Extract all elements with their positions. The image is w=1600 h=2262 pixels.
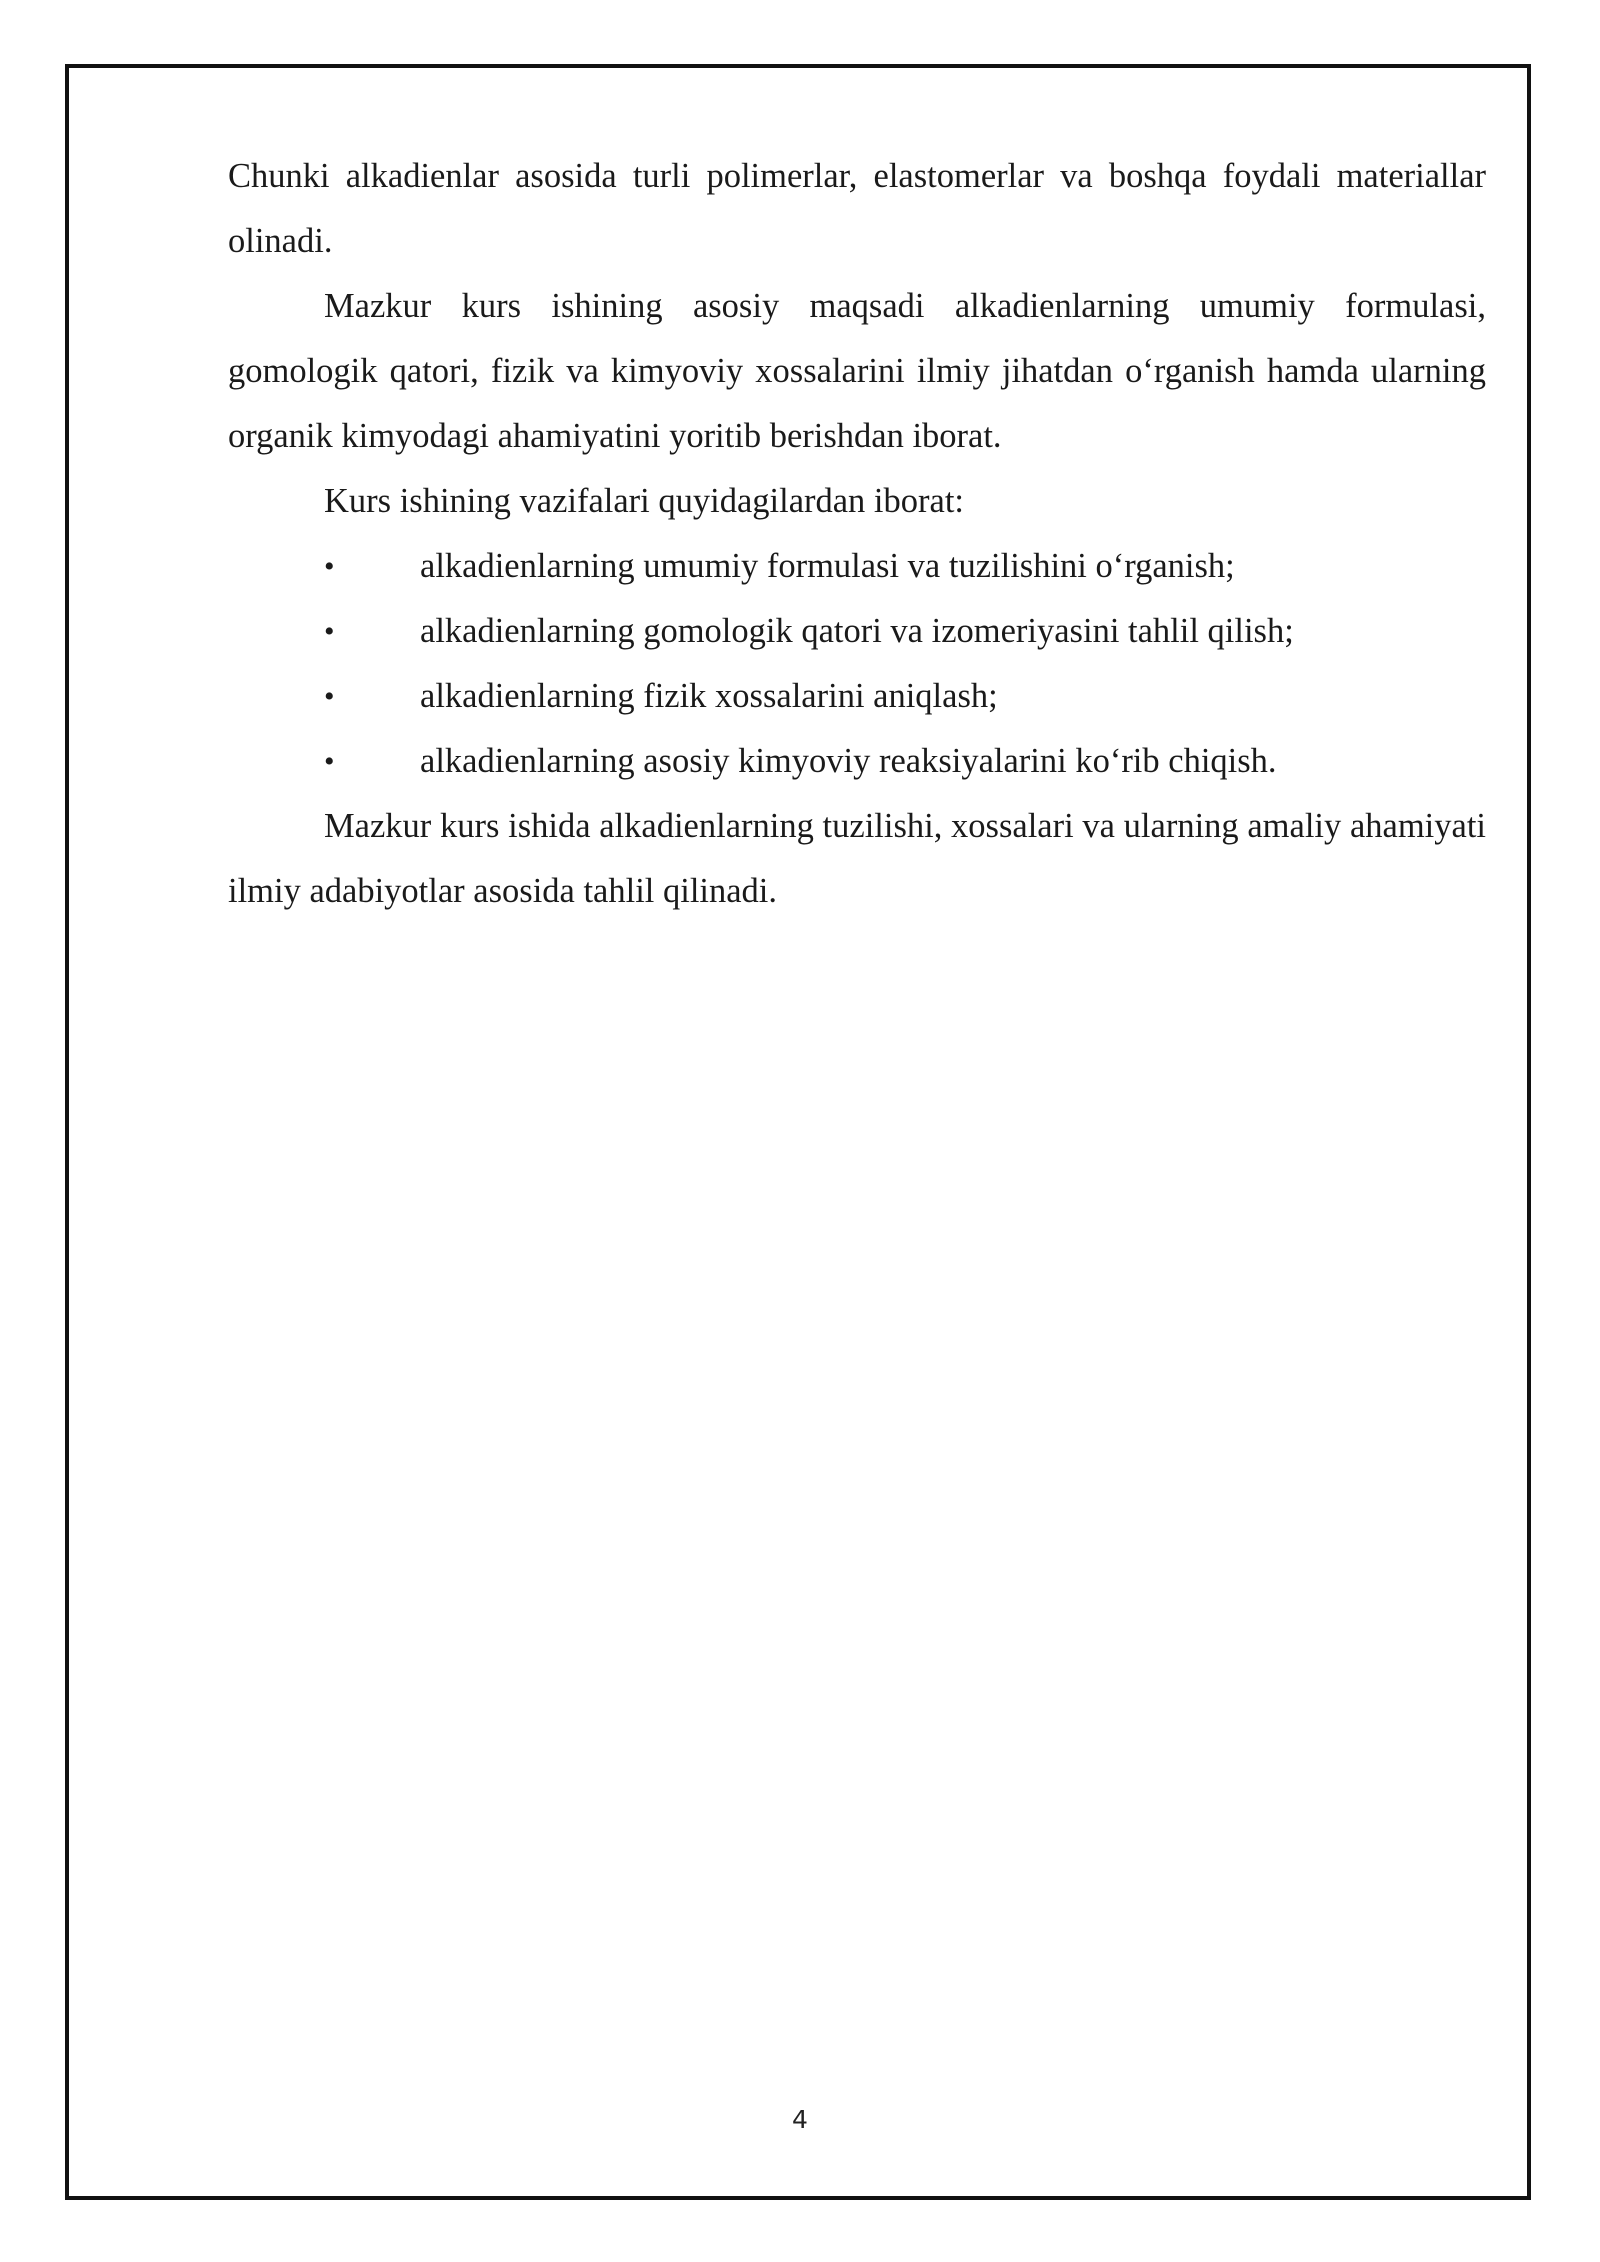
paragraph-tasks-intro: Kurs ishining vazifalari quyidagilardan iborat: — [324, 482, 964, 520]
page-number: 4 — [792, 2105, 808, 2134]
list-item — [228, 729, 1486, 794]
list-item — [228, 599, 1486, 664]
list-item-text: alkadienlarning fizik xossalarini aniqlash; — [420, 677, 998, 715]
list-item-text: alkadienlarning umumiy formulasi va tuzilishini o‘rganish; — [420, 547, 1235, 585]
document-body — [228, 144, 1486, 924]
bullet-icon: • — [324, 745, 335, 778]
bullet-icon: • — [324, 615, 335, 648]
paragraph-purpose: Mazkur kurs ishining asosiy maqsadi alkadienlarning umumiy formulasi, gomologik qatori, fizik va kimyoviy xossalarini ilmiy jihatdan o‘rganish hamda ularning organik kimyodagi ahamiyatini yoritib berishdan iborat. — [228, 287, 1486, 455]
list-item — [228, 664, 1486, 729]
list-item-text: alkadienlarning asosiy kimyoviy reaksiyalarini ko‘rib chiqish. — [420, 742, 1277, 780]
list-item-text: alkadienlarning gomologik qatori va izomeriyasini tahlil qilish; — [420, 612, 1294, 650]
tasks-list — [228, 534, 1486, 794]
bullet-icon: • — [324, 680, 335, 713]
bullet-icon: • — [324, 550, 335, 583]
paragraph-conclusion: Mazkur kurs ishida alkadienlarning tuzilishi, xossalari va ularning amaliy ahamiyati ilmiy adabiyotlar asosida tahlil qilinadi. — [228, 807, 1486, 910]
list-item — [228, 534, 1486, 599]
paragraph-continuation: Chunki alkadienlar asosida turli polimerlar, elastomerlar va boshqa foydali materiallar olinadi. — [228, 157, 1486, 260]
